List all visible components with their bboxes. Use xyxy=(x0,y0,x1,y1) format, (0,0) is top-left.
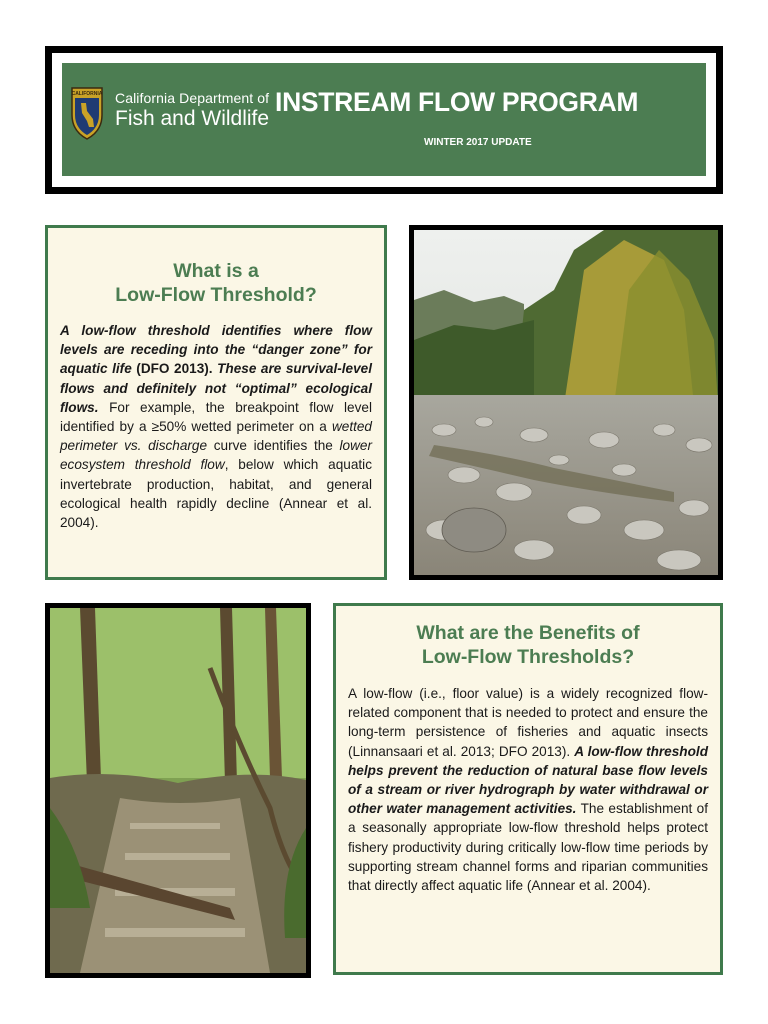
org-name-line2: Fish and Wildlife xyxy=(115,107,270,130)
section1-title-line1: What is a xyxy=(173,260,259,282)
program-title: INSTREAM FLOW PROGRAM xyxy=(275,87,639,117)
section2-body xyxy=(348,684,708,895)
cdfw-badge-logo xyxy=(69,85,105,141)
section1-title xyxy=(48,259,384,307)
org-name-line1: California Department of xyxy=(115,90,270,106)
section1-text-plain1: For example, the breakpoint flow level identified by a ≥50% wetted perimeter on a xyxy=(60,399,372,435)
benefits-box xyxy=(333,603,723,975)
issue-label: WINTER 2017 UPDATE xyxy=(424,137,532,148)
section2-title-line2: Low-Flow Thresholds? xyxy=(421,646,635,668)
section1-text-bold1: A low-flow threshold identifies where flow levels are receding into the “danger zone” for aquatic life xyxy=(60,323,372,377)
dry-creek-photo-image xyxy=(50,608,306,973)
dry-creek-photo xyxy=(45,603,311,978)
section1-text-plain2: curve identifies the xyxy=(207,438,340,454)
section2-text-plain2: The establishment of a seasonally appropriate low-flow threshold helps protect fishery productivity during critically low-flow time periods by supporting stream channel forms and riparian communities that directly affect aquatic life (Annear et al. 2004). xyxy=(348,801,709,894)
section1-body xyxy=(60,321,372,532)
section2-title xyxy=(336,621,720,669)
header-banner xyxy=(45,46,723,194)
river-photo-image xyxy=(414,230,718,575)
river-photo xyxy=(409,225,723,580)
section1-text-italic1: wetted perimeter vs. discharge xyxy=(60,419,372,454)
section1-text-citation: (DFO 2013). xyxy=(131,361,218,377)
section2-text-bold: A low-flow threshold helps prevent the reduction of natural base flow levels of a stream or river hydrograph by water withdrawal or other water management activities. xyxy=(348,743,708,817)
header-green-panel xyxy=(62,63,706,176)
section1-text-plain3: , below which aquatic invertebrate production, habitat, and general ecological health rapidly decline (Annear et al. 2004). xyxy=(60,457,372,531)
section1-text-bold2: These are survival-level flows and definitely not “optimal” ecological flows. xyxy=(60,361,372,415)
section1-title-line2: Low-Flow Threshold? xyxy=(115,284,317,306)
section2-text-plain1: A low-flow (i.e., floor value) is a widely recognized flow-related component that is needed to protect and ensure the long-term persistence of fisheries and aquatic insects (Linnansaari et al. 2013; DFO 2013). xyxy=(348,686,708,759)
logo-text: CALIFORNIA xyxy=(71,91,103,97)
section1-text-italic2: lower ecosystem threshold flow xyxy=(60,438,372,473)
low-flow-threshold-box xyxy=(45,225,387,580)
section2-title-line1: What are the Benefits of xyxy=(416,622,640,644)
